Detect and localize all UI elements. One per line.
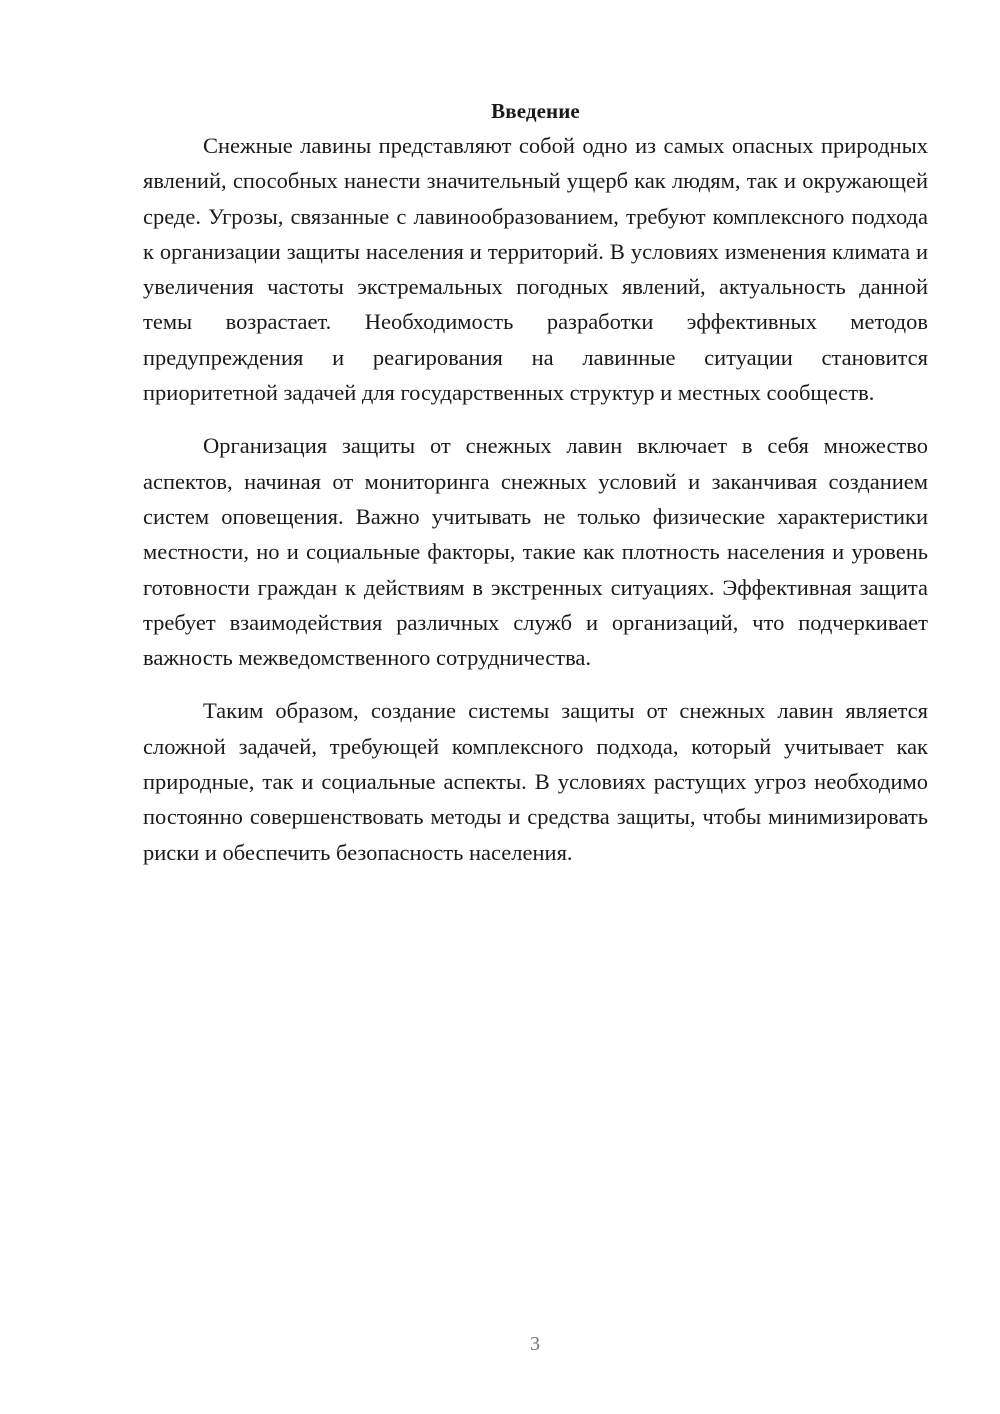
page-content [143,94,928,888]
section-heading: Введение [491,99,580,123]
paragraph-3: Таким образом, создание системы защиты от снежных лавин является сложной задачей, требующей комплексного подхода, который учитывает как природные, так и социальные аспекты. В условиях растущих угроз необходимо постоянно совершенствовать методы и средства защиты, чтобы минимизировать риски и обеспечить безопасность населения. [143,698,928,865]
paragraph-2: Организация защиты от снежных лавин включает в себя множество аспектов, начиная от мониторинга снежных условий и заканчивая созданием систем оповещения. Важно учитывать не только физические характеристики местности, но и социальные факторы, такие как плотность населения и уровень готовности граждан к действиям в экстренных ситуациях. Эффективная защита требует взаимодействия различных служб и организаций, что подчеркивает важность межведомственного сотрудничества. [143,433,928,671]
page-number: 3 [530,1333,540,1355]
paragraph-1: Снежные лавины представляют собой одно из самых опасных природных явлений, способных нанести значительный ущерб как людям, так и окружающей среде. Угрозы, связанные с лавинообразованием, требуют комплексного подхода к организации защиты населения и территорий. В условиях изменения климата и увеличения частоты экстремальных погодных явлений, актуальность данной темы возрастает. Необходимость разработки эффективных методов предупреждения и реагирования на лавинные ситуации становится приоритетной задачей для государственных структур и местных сообществ. [143,133,928,406]
